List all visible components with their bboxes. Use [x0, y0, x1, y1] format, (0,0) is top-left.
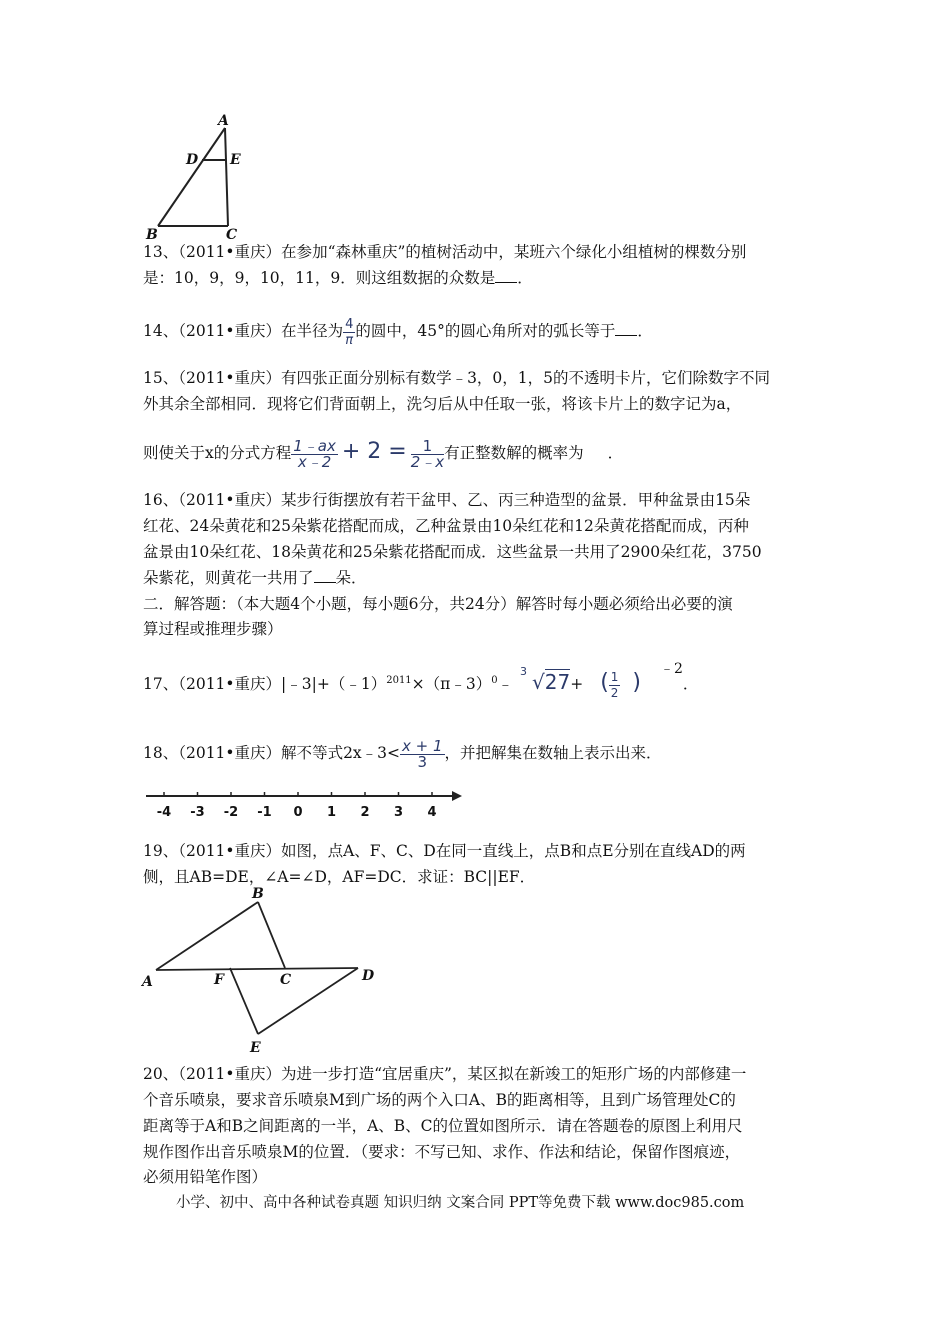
q20-line2: 个音乐喷泉，要求音乐喷泉M到广场的两个入口A、B的距离相等，且到广场管理处C的 [143, 1091, 736, 1109]
q14-suffix: 的圆中，45°的圆心角所对的弧长等于 [355, 322, 616, 340]
q14-fraction [343, 317, 355, 348]
q13-line1: 13、（2011•重庆）在参加“森林重庆”的植树活动中，某班六个绿化小组植树的棵数分别 [143, 243, 747, 261]
q17-plus: + [570, 675, 584, 694]
q14-end: ． [637, 322, 653, 340]
q18-line [143, 735, 662, 771]
q17-exp1: 2011 [386, 675, 412, 686]
q17-half-den: 2 [610, 685, 619, 700]
number-line-label: 1 [326, 805, 337, 820]
q17-end: ． [682, 675, 699, 694]
number-line-label: 4 [427, 805, 437, 820]
number-line-label: 0 [293, 805, 303, 820]
q15-line1: 15、（2011•重庆）有四张正面分别标有数学﹣3，0，1，5的不透明卡片，它们除数字不同 [143, 369, 771, 387]
q20-line4: 规作图作出音乐喷泉M的位置．（要求：不写已知、求作、作法和结论，保留作图痕迹， [143, 1143, 741, 1161]
q17-minus: ﹣ [497, 675, 514, 694]
footer-text: 小学、初中、高中各种试卷真题 知识归纳 文案合同 PPT等免费下载 www.doc985.com [176, 1195, 745, 1211]
label-e: E [230, 152, 241, 168]
q19-line1: 19、（2011•重庆）如图，点A、F、C、D在同一直线上，点B和点E分别在直线AD的两 [143, 842, 746, 860]
q20-line5: 必须用铅笔作图） [143, 1168, 268, 1186]
number-line-label: -3 [190, 805, 205, 820]
section2-line1: 二．解答题：（本大题4个小题，每小题6分，共24分）解答时每小题必须给出必要的演 [143, 595, 733, 613]
fig2-label-c: C [280, 972, 292, 988]
number-line [140, 786, 470, 820]
q14-frac-num: 4 [345, 316, 354, 332]
number-line-label: -2 [223, 805, 239, 820]
label-d: D [186, 152, 199, 168]
q17-cube-root [518, 665, 570, 699]
q15-line3 [143, 432, 623, 472]
q17-paren-right: ) [632, 670, 642, 696]
q15-eq-frac2 [410, 436, 445, 471]
number-line-label: 2 [360, 805, 370, 820]
radical-sign-icon: √ [532, 670, 545, 695]
q17-mid: ×（π﹣3） [411, 675, 492, 694]
q20-line1: 20、（2011•重庆）为进一步打造“宜居重庆”，某区拟在新竣工的矩形广场的内部修建一 [143, 1065, 747, 1083]
q20-line3: 距离等于A和B之间距离的一半，A、B、C的位置如图所示．请在答题卷的原图上利用尺 [143, 1117, 743, 1135]
q14-line [143, 316, 653, 346]
q18-frac-den: 3 [417, 752, 428, 771]
label-a: A [218, 113, 229, 129]
q13-answer-blank [495, 268, 517, 283]
q15-eq-den1: x﹣2 [297, 452, 332, 471]
q15-line3-suffix: 有正整数解的概率为 [444, 444, 584, 462]
q18-fraction [400, 736, 445, 771]
q15-eq-den2: 2﹣x [410, 452, 445, 471]
q17-exp3: ﹣2 [659, 661, 683, 677]
fig2-label-a: A [142, 974, 153, 990]
fig2-label-f: F [214, 972, 224, 988]
q18-suffix: ，并把解集在数轴上表示出来． [444, 744, 662, 762]
number-line-label: -4 [156, 805, 172, 820]
fig2-label-b: B [252, 886, 264, 902]
q17-radicand: 27 [544, 670, 571, 695]
q15-eq-num1: 1﹣ax [293, 436, 336, 455]
q15-line3-prefix: 则使关于x的分式方程 [143, 444, 292, 462]
q17-exp2: 0 [491, 675, 498, 686]
q13-line2 [143, 267, 533, 289]
q19-line2: 侧，且AB=DE，∠A=∠D，AF=DC．求证：BC||EF． [143, 868, 536, 886]
q15-line2: 外其余全部相同．现将它们背面朝上，洗匀后从中任取一张，将该卡片上的数字记为a， [143, 395, 742, 413]
q15-eq-num2: 1 [411, 439, 444, 455]
q15-eq-mid: + 2 = [341, 439, 407, 464]
q14-frac-den: π [345, 332, 354, 348]
number-line-label: -1 [257, 805, 272, 820]
q16-line1: 16、（2011•重庆）某步行街摆放有若干盆甲、乙、丙三种造型的盆景．甲种盆景由15朵 [143, 491, 751, 509]
q13-line2-end: ． [517, 269, 533, 287]
label-b: B [146, 227, 158, 242]
q16-answer-blank [314, 568, 336, 583]
fig2-label-e: E [250, 1040, 261, 1056]
q17-half-num: 1 [610, 669, 619, 684]
triangle-figure-2 [140, 884, 390, 1060]
q16-line2: 红花、24朵黄花和25朵紫花搭配而成，乙种盆景由10朵红花和12朵黄花搭配而成，丙种 [143, 517, 749, 535]
q14-prefix: 14、（2011•重庆）在半径为 [143, 322, 344, 340]
q15-eq-frac1 [291, 436, 338, 471]
q14-answer-blank [615, 321, 637, 336]
q17-root-index: 3 [520, 665, 528, 679]
triangle-figure-1 [140, 112, 260, 242]
q16-line4-end: 朵． [335, 569, 367, 587]
q17-paren-left: ( [600, 670, 609, 696]
q16-line4 [143, 567, 367, 589]
number-line-label: 3 [393, 805, 404, 820]
q18-prefix: 18、（2011•重庆）解不等式2x﹣3< [143, 744, 401, 762]
fig2-label-d: D [362, 968, 375, 984]
q16-line3: 盆景由10朵红花、18朵黄花和25朵紫花搭配而成．这些盆景一共用了2900朵红花，3750 [143, 543, 762, 561]
q17-line [143, 661, 699, 700]
section2-line2: 算过程或推理步骤） [143, 620, 283, 638]
q16-line4-text: 朵紫花，则黄花一共用了 [143, 569, 314, 587]
label-c: C [226, 227, 238, 242]
q17-prefix: 17、（2011•重庆）|﹣3|+（﹣1） [143, 675, 387, 694]
q13-line2-text: 是：10，9，9，10，11，9．则这组数据的众数是 [143, 269, 496, 287]
q18-frac-num: x + 1 [402, 736, 443, 755]
q15-line3-end: ． [607, 444, 624, 462]
q17-half-fraction [609, 670, 621, 701]
